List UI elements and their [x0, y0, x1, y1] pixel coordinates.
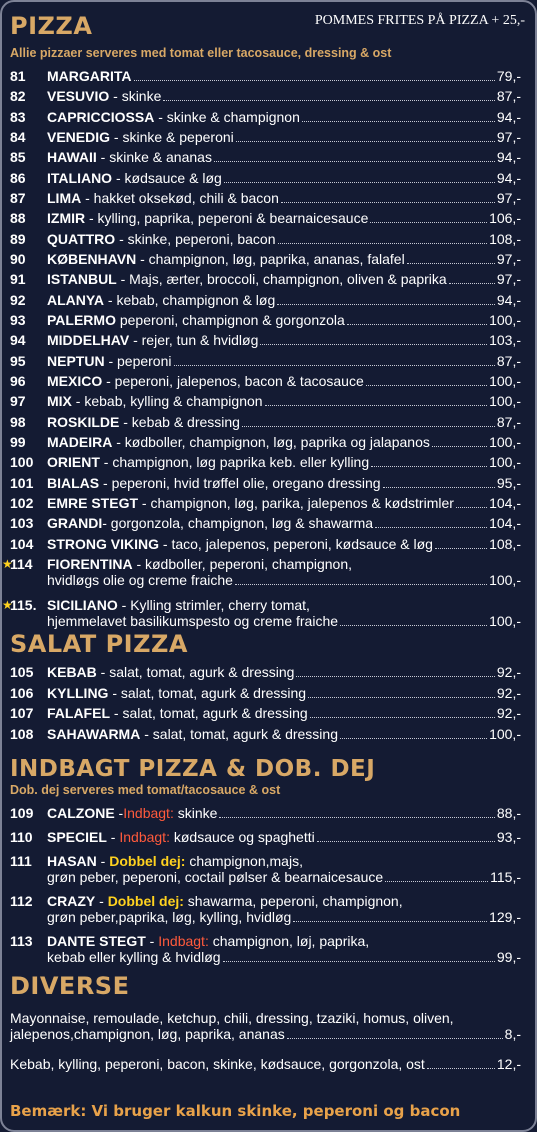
dot-leader — [287, 1038, 503, 1039]
item-number: 88 — [10, 210, 26, 227]
item-name: SPECIEL — [47, 829, 107, 845]
item-description: peperoni, champignon & gorgonzola — [115, 311, 345, 328]
dot-leader — [432, 446, 487, 447]
dot-leader — [163, 100, 495, 101]
item-name: ORIENT — [47, 454, 100, 471]
item-number: 102 — [10, 494, 34, 511]
item-number: 112 — [10, 893, 33, 909]
item-separator: - — [106, 829, 120, 845]
menu-item-row — [10, 685, 521, 701]
item-price: 92,- — [496, 664, 521, 680]
star-icon: ★ — [2, 598, 13, 612]
menu-item-row — [10, 231, 521, 247]
item-separator: - — [96, 853, 110, 869]
diverse-list — [10, 1010, 521, 1086]
menu-item-row — [10, 853, 521, 885]
item-description: - salat, tomat, agurk & dressing — [96, 664, 295, 680]
item-price: 104,- — [489, 494, 521, 511]
indbagt-section-title: INDBAGT PIZZA & DOB. DEJ — [10, 756, 376, 782]
item-price: 129,- — [489, 909, 521, 925]
item-number: 94 — [10, 332, 26, 349]
item-number: 108 — [10, 725, 34, 742]
item-price: 108,- — [489, 535, 521, 552]
item-text — [47, 373, 364, 389]
item-number: 87 — [10, 189, 26, 206]
menu-item-row — [10, 515, 521, 531]
item-price: 103,- — [489, 332, 521, 349]
dot-leader — [407, 263, 495, 264]
item-price: 100,- — [489, 311, 521, 328]
dot-leader — [370, 222, 487, 223]
item-line-2 — [10, 1056, 521, 1072]
item-description: - kødboller, peperoni, champignon, — [132, 556, 353, 572]
item-name: ALANYA — [47, 291, 105, 308]
item-separator: - — [95, 893, 108, 909]
menu-item-row — [10, 495, 521, 511]
item-number: 91 — [10, 271, 26, 288]
item-price: 92,- — [496, 684, 521, 701]
item-description-cont: grøn peber,paprika, løg, kylling, hvidløg — [47, 909, 292, 925]
item-price: 79,- — [496, 68, 521, 84]
item-number: 96 — [10, 372, 26, 389]
item-description-cont: kebab eller kylling & hvidløg — [47, 949, 221, 965]
menu-item-row — [10, 129, 521, 145]
item-separator: - — [114, 805, 124, 821]
item-name: ROSKILDE — [47, 413, 120, 430]
item-text — [47, 393, 263, 409]
item-number: 90 — [10, 250, 26, 267]
item-separator: - — [145, 933, 159, 949]
item-price: 100,- — [489, 572, 521, 588]
item-description: - skinke & peperoni — [110, 128, 234, 145]
menu-item-row — [2, 597, 521, 629]
item-price: 100,- — [489, 725, 521, 742]
item-tag: Dobbel dej: — [107, 893, 184, 909]
item-text — [47, 705, 308, 721]
item-line-1 — [47, 597, 521, 613]
item-description: - kødboller, champignon, løg, paprika og jalapanos — [112, 433, 430, 450]
pizza-special-list — [2, 556, 521, 638]
salat-list — [10, 664, 521, 746]
item-price: 94,- — [496, 169, 521, 186]
item-description: - kebab, kylling & champignon — [71, 393, 263, 410]
item-name: IZMIR — [47, 210, 86, 227]
item-name: MEXICO — [47, 372, 103, 389]
dot-leader — [375, 527, 487, 528]
item-description: - Majs, ærter, broccoli, champignon, oliven & paprika — [116, 271, 447, 288]
item-description: kødsauce og spaghetti — [169, 829, 315, 845]
menu-item-row — [2, 556, 521, 588]
item-description: - peperoni, hvid trøffel olie, oregano dressing — [99, 474, 381, 491]
item-description: - Kylling strimler, cherry tomat, — [117, 597, 310, 613]
item-number: 105 — [10, 664, 34, 680]
item-name: STRONG VIKING — [47, 535, 160, 552]
item-description: - peperoni — [104, 352, 172, 369]
menu-item-row — [10, 88, 521, 104]
item-text — [47, 664, 294, 680]
item-price: 100,- — [489, 454, 521, 471]
item-text — [47, 332, 258, 348]
item-body — [47, 597, 521, 629]
item-description: champignon,majs, — [185, 853, 303, 869]
item-number: 97 — [10, 393, 26, 410]
item-description: - salat, tomat, agurk & dressing — [108, 684, 307, 701]
item-price: 12,- — [496, 1056, 521, 1072]
item-text — [47, 434, 430, 450]
item-description: - skinke & champignon — [154, 108, 300, 125]
item-text — [47, 210, 368, 226]
item-name: GRANDI — [47, 515, 103, 532]
item-name: MIDDELHAV — [47, 332, 130, 349]
menu-item-row — [10, 705, 521, 721]
item-description: Kebab, kylling, peperoni, bacon, skinke, kødsauce, gorgonzola, ost — [10, 1056, 425, 1072]
item-number: 98 — [10, 413, 26, 430]
dot-leader — [223, 961, 495, 962]
menu-item-row — [10, 475, 521, 491]
item-number: 101 — [10, 474, 34, 491]
item-text — [47, 109, 300, 125]
item-name: FIORENTINA — [47, 556, 133, 572]
item-price: 108,- — [489, 230, 521, 247]
dot-leader — [242, 426, 495, 427]
item-description: - peperoni, jalepenos, bacon & tacosauce — [102, 372, 364, 389]
dot-leader — [347, 324, 487, 325]
item-description: champignon, løj, paprika, — [208, 933, 370, 949]
item-number: 114 — [10, 556, 33, 572]
item-description: - champignon, løg, parika, jalepenos & kødstrimler — [138, 494, 454, 511]
dot-leader — [435, 548, 487, 549]
item-name: HASAN — [47, 853, 97, 869]
dot-leader — [317, 841, 495, 842]
menu-item-row — [10, 805, 521, 821]
pizza-section-title: PIZZA — [10, 12, 93, 40]
item-line-2 — [47, 909, 521, 925]
bemaerk-note: Bemærk: Vi bruger kalkun skinke, peperoni og bacon — [10, 1102, 461, 1120]
item-name: SICILIANO — [47, 597, 118, 613]
dot-leader — [235, 584, 487, 585]
dot-leader — [236, 141, 495, 142]
item-body — [47, 853, 521, 885]
item-line-1 — [47, 893, 521, 909]
diverse-row — [10, 1056, 521, 1072]
menu-item-row — [10, 109, 521, 125]
dot-leader — [366, 385, 487, 386]
dot-leader — [427, 1068, 495, 1069]
item-text — [47, 292, 275, 308]
item-body — [47, 556, 521, 588]
item-description: - champignon, løg paprika keb. eller kylling — [99, 454, 370, 471]
item-text — [47, 149, 212, 165]
dot-leader — [302, 121, 495, 122]
item-number: 86 — [10, 169, 26, 186]
item-description: - skinke, peperoni, bacon — [115, 230, 276, 247]
dot-leader — [383, 487, 495, 488]
item-number: 115. — [10, 597, 37, 613]
item-price: 100,- — [489, 613, 521, 629]
item-number: 103 — [10, 515, 34, 532]
item-body — [47, 893, 521, 925]
menu-item-row — [10, 149, 521, 165]
item-price: 100,- — [489, 393, 521, 410]
salat-section-title: SALAT PIZZA — [10, 630, 188, 658]
item-price: 95,- — [496, 474, 521, 491]
dot-leader — [296, 676, 494, 677]
item-description-cont: grøn peber, peperoni, coctail pølser & bearnaicesauce — [47, 869, 384, 885]
item-number: 93 — [10, 311, 26, 328]
item-description: - salat, tomat, agurk & dressing — [110, 705, 308, 721]
item-line-1 — [47, 556, 521, 572]
item-number: 92 — [10, 291, 26, 308]
dot-leader — [174, 365, 495, 366]
pizza-list — [10, 68, 521, 556]
item-name: SAHAWARMA — [47, 725, 141, 742]
item-number: 89 — [10, 230, 26, 247]
item-price: 115,- — [490, 869, 521, 885]
item-text — [47, 726, 338, 742]
item-body — [10, 1010, 521, 1042]
menu-item-row — [10, 393, 521, 409]
item-name: NEPTUN — [47, 352, 105, 369]
item-description-cont: hjemmelavet basilikumspesto og creme fraiche — [47, 613, 339, 629]
item-number: 82 — [10, 88, 26, 105]
item-name: CALZONE — [47, 805, 115, 821]
dot-leader — [340, 625, 487, 626]
item-number: 107 — [10, 705, 34, 721]
item-body — [10, 1056, 521, 1072]
menu-item-row — [10, 933, 521, 965]
menu-item-row — [10, 726, 521, 742]
star-icon: ★ — [2, 557, 13, 571]
dot-leader — [308, 697, 495, 698]
menu-item-row — [10, 271, 521, 287]
item-number: 84 — [10, 128, 26, 145]
item-name: BIALAS — [47, 474, 100, 491]
item-name: HAWAII — [47, 149, 97, 166]
item-text — [47, 190, 279, 206]
menu-item-row — [10, 190, 521, 206]
dot-leader — [224, 182, 495, 183]
menu-item-row — [10, 893, 521, 925]
item-description: skinke — [173, 805, 218, 821]
item-name: PALERMO — [47, 311, 116, 328]
dot-leader — [456, 507, 487, 508]
menu-item-row — [10, 251, 521, 267]
item-text — [47, 829, 315, 845]
item-description: - skinke & ananas — [96, 149, 212, 166]
dot-leader — [134, 80, 495, 81]
item-number: 106 — [10, 684, 34, 701]
item-name: MARGARITA — [47, 68, 132, 84]
indbagt-subtitle: Dob. dej serveres med tomat/tacosauce & ost — [10, 783, 281, 797]
item-name: LIMA — [47, 189, 82, 206]
dot-leader — [293, 921, 487, 922]
menu-item-row — [10, 414, 521, 430]
dot-leader — [260, 344, 487, 345]
item-text — [47, 515, 373, 531]
menu-item-row — [10, 536, 521, 552]
item-line-1 — [47, 933, 521, 949]
item-text — [47, 231, 276, 247]
item-price: 94,- — [496, 149, 521, 166]
item-description: - gorgonzola, champignon, løg & shawarma — [102, 515, 374, 532]
menu-item-row — [10, 373, 521, 389]
menu-item-row — [10, 454, 521, 470]
item-number: 100 — [10, 454, 34, 471]
item-description: - taco, jalepenos, peperoni, kødsauce & løg — [159, 535, 433, 552]
menu-item-row — [10, 829, 521, 845]
item-number: 83 — [10, 108, 26, 125]
diverse-row — [10, 1010, 521, 1042]
dot-leader — [371, 466, 487, 467]
item-price: 92,- — [496, 705, 521, 721]
item-text — [47, 88, 161, 104]
item-number: 99 — [10, 433, 26, 450]
item-body — [47, 933, 521, 965]
item-text — [47, 536, 433, 552]
item-number: 81 — [10, 68, 26, 84]
pommes-frites-note: POMMES FRITES PÅ PIZZA + 25,- — [314, 13, 525, 28]
dot-leader — [219, 817, 494, 818]
item-number: 85 — [10, 149, 26, 166]
dot-leader — [277, 304, 495, 305]
item-description-cont: hvidløgs olie og creme fraiche — [47, 572, 233, 588]
item-description: - kødsauce & løg — [112, 169, 222, 186]
item-price: 100,- — [489, 433, 521, 450]
item-description: - skinke — [109, 88, 162, 105]
item-price: 106,- — [489, 210, 521, 227]
item-description: - kebab, champignon & løg — [104, 291, 276, 308]
item-description: - salat, tomat, agurk & dressing — [140, 725, 338, 742]
item-text — [47, 170, 222, 186]
item-name: KEBAB — [47, 664, 97, 680]
dot-leader — [385, 881, 488, 882]
item-number: 110 — [10, 829, 33, 845]
item-number: 113 — [10, 933, 33, 949]
item-name: QUATTRO — [47, 230, 116, 247]
item-text — [47, 68, 132, 84]
dot-leader — [310, 717, 495, 718]
item-text — [47, 353, 172, 369]
item-name: KØBENHAVN — [47, 250, 137, 267]
item-price: 97,- — [496, 250, 521, 267]
menu-item-row — [10, 332, 521, 348]
dot-leader — [278, 243, 488, 244]
item-price: 87,- — [496, 352, 521, 369]
item-line-2 — [47, 869, 521, 885]
item-line-2 — [10, 1026, 521, 1042]
menu-item-row — [10, 312, 521, 328]
item-price: 97,- — [496, 189, 521, 206]
pizza-subtitle: Allie pizzaer serveres med tomat eller tacosauce, dressing & ost — [10, 46, 392, 60]
item-name: ISTANBUL — [47, 271, 117, 288]
dot-leader — [449, 283, 495, 284]
item-price: 99,- — [496, 949, 521, 965]
item-description: - rejer, tun & hvidløg — [129, 332, 259, 349]
item-name: ITALIANO — [47, 169, 113, 186]
dot-leader — [214, 161, 495, 162]
item-price: 87,- — [496, 413, 521, 430]
item-text — [47, 685, 306, 701]
menu-item-row — [10, 170, 521, 186]
item-price: 94,- — [496, 108, 521, 125]
item-line-1 — [47, 853, 521, 869]
menu-item-row — [10, 434, 521, 450]
item-price: 100,- — [489, 372, 521, 389]
item-name: MADEIRA — [47, 433, 113, 450]
item-description: - kylling, paprika, peperoni & bearnaicesauce — [85, 210, 369, 227]
item-line-2 — [47, 572, 521, 588]
item-text — [47, 454, 369, 470]
dot-leader — [265, 405, 488, 406]
item-name: DANTE STEGT — [47, 933, 146, 949]
item-name: FALAFEL — [47, 705, 110, 721]
item-text — [47, 129, 234, 145]
item-line-2 — [47, 613, 521, 629]
item-price: 104,- — [489, 515, 521, 532]
item-text — [47, 805, 217, 821]
item-description: - kebab & dressing — [119, 413, 240, 430]
item-tag: Indbagt: — [119, 829, 170, 845]
item-price: 94,- — [496, 291, 521, 308]
menu-item-row — [10, 664, 521, 680]
diverse-section-title: DIVERSE — [10, 972, 130, 1000]
item-price: 97,- — [496, 128, 521, 145]
item-price: 93,- — [496, 829, 521, 845]
item-price: 88,- — [496, 805, 521, 821]
item-description: - champignon, løg, paprika, ananas, falafel — [136, 250, 405, 267]
item-description: shawarma, peperoni, champignon, — [183, 893, 403, 909]
item-number: 111 — [10, 853, 32, 869]
item-tag: Indbagt: — [158, 933, 209, 949]
item-tag: Indbagt: — [123, 805, 174, 821]
item-line-2 — [47, 949, 521, 965]
item-text — [47, 475, 381, 491]
item-text — [47, 271, 447, 287]
item-text — [47, 414, 240, 430]
item-number: 109 — [10, 805, 34, 821]
indbagt-list — [10, 805, 521, 973]
item-text — [47, 495, 454, 511]
item-line-1: Mayonnaise, remoulade, ketchup, chili, dressing, tzaziki, homus, oliven, — [10, 1010, 454, 1026]
item-name: KYLLING — [47, 684, 109, 701]
dot-leader — [340, 738, 487, 739]
item-price: 8,- — [504, 1026, 521, 1042]
menu-item-row — [10, 68, 521, 84]
menu-item-row — [10, 292, 521, 308]
item-number: 95 — [10, 352, 26, 369]
item-name: CRAZY — [47, 893, 96, 909]
item-description: - hakket oksekød, chili & bacon — [81, 189, 279, 206]
item-text — [47, 251, 405, 267]
dot-leader — [281, 202, 495, 203]
item-number: 104 — [10, 535, 34, 552]
item-price: 87,- — [496, 88, 521, 105]
item-name: MIX — [47, 393, 72, 410]
menu-item-row — [10, 353, 521, 369]
item-price: 97,- — [496, 271, 521, 288]
item-name: VENEDIG — [47, 128, 111, 145]
item-description: jalepenos,champignon, løg, paprika, ananas — [10, 1026, 285, 1042]
item-name: VESUVIO — [47, 88, 110, 105]
menu-item-row — [10, 210, 521, 226]
item-name: CAPRICCIOSSA — [47, 108, 155, 125]
item-text — [47, 312, 345, 328]
item-name: EMRE STEGT — [47, 494, 139, 511]
item-tag: Dobbel dej: — [109, 853, 186, 869]
